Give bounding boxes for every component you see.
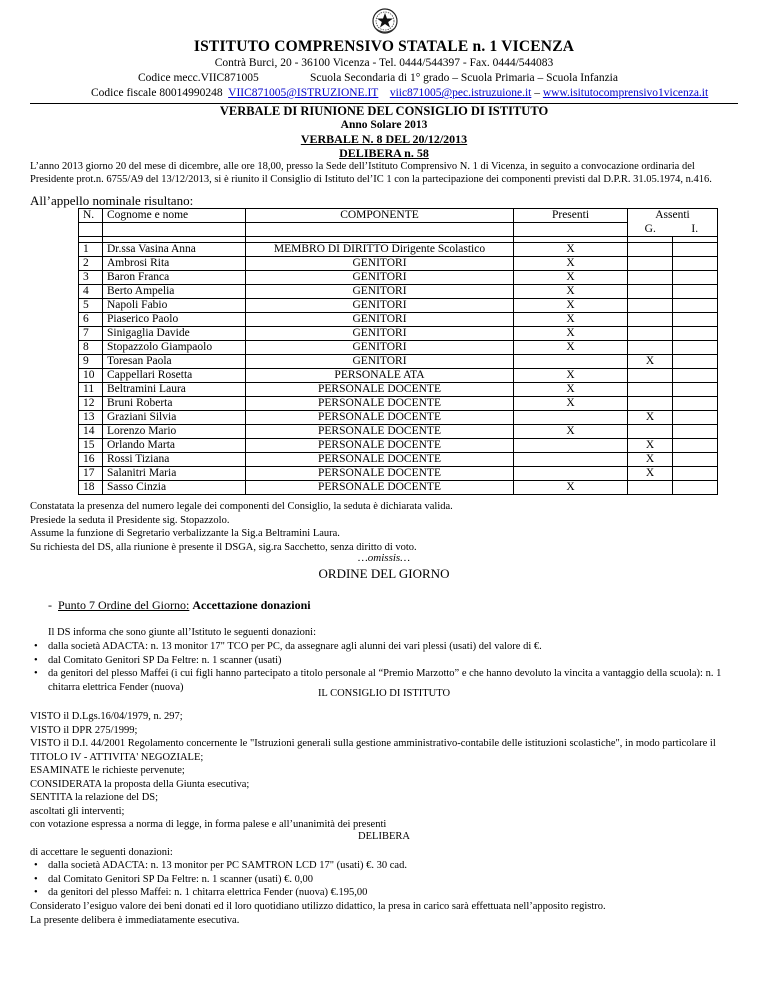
table-row [79, 425, 718, 439]
member-name: Piaserico Paolo [103, 313, 246, 327]
table-row [79, 341, 718, 355]
assente-i-mark [673, 383, 718, 397]
row-number: 14 [79, 425, 103, 439]
row-number: 3 [79, 271, 103, 285]
visto-line: VISTO il DPR 275/1999; [30, 724, 138, 736]
codice-fiscale: Codice fiscale 80014990248 [91, 87, 223, 99]
consiglio-heading: IL CONSIGLIO DI ISTITUTO [317, 688, 451, 699]
row-number: 18 [79, 481, 103, 495]
table-row [79, 257, 718, 271]
table-row [79, 313, 718, 327]
assente-i-mark [673, 411, 718, 425]
row-number: 13 [79, 411, 103, 425]
member-name: Toresan Paola [103, 355, 246, 369]
assente-i-mark [673, 425, 718, 439]
assente-i-mark [673, 341, 718, 355]
row-number: 4 [79, 285, 103, 299]
member-name: Sasso Cinzia [103, 481, 246, 495]
visto-line: VISTO il D.Lgs.16/04/1979, n. 297; [30, 711, 183, 722]
member-name: Napoli Fabio [103, 299, 246, 313]
row-number: 7 [79, 327, 103, 341]
list-item: • dalla società ADACTA: n. 13 monitor per PC SAMTRON LCD 17" (usati) €. 30 cad. [30, 859, 407, 873]
separator: – [534, 87, 540, 99]
note-line: Constatata la presenza del numero legale dei componenti del Consiglio, la seduta è dichiarata valida. [30, 501, 453, 512]
codice-meccanografico: Codice mecc.VIIC871005 [138, 72, 259, 84]
member-componente: PERSONALE DOCENTE [246, 411, 514, 425]
member-name: Baron Franca [103, 271, 246, 285]
assente-i-mark [673, 453, 718, 467]
table-row [79, 369, 718, 383]
assente-g-mark: X [628, 467, 673, 481]
member-name: Ambrosi Rita [103, 257, 246, 271]
assente-g-mark [628, 285, 673, 299]
assente-g-mark [628, 271, 673, 285]
member-name: Lorenzo Mario [103, 425, 246, 439]
col-assenti-header: Assenti [628, 209, 718, 223]
row-number: 11 [79, 383, 103, 397]
assente-g-mark: X [628, 453, 673, 467]
assente-i-mark [673, 327, 718, 341]
accettate-list [30, 859, 407, 900]
delibera-number: DELIBERA n. 58 [339, 146, 429, 160]
punto-heading [48, 598, 311, 613]
assente-g-mark [628, 481, 673, 495]
member-name: Cappellari Rosetta [103, 369, 246, 383]
presente-mark: X [514, 257, 628, 271]
member-name: Beltramini Laura [103, 383, 246, 397]
appello-label: All’appello nominale risultano: [30, 193, 194, 208]
closing-line: Considerato l’esiguo valore dei beni donati ed il loro quotidiano utilizzo didattico, la presa in carico sarà effettuata nell’apposito registro. [30, 901, 606, 912]
visto-line: con votazione espressa a norma di legge, in forma palese e all’unanimità dei presenti [30, 819, 387, 830]
member-componente: GENITORI [246, 285, 514, 299]
table-row [79, 299, 718, 313]
assente-i-mark [673, 355, 718, 369]
assente-i-mark [673, 285, 718, 299]
spacer-cell [79, 223, 103, 237]
assente-i-mark [673, 467, 718, 481]
closing-line: La presente delibera è immediatamente esecutiva. [30, 914, 240, 926]
row-number: 6 [79, 313, 103, 327]
member-name: Sinigaglia Davide [103, 327, 246, 341]
table-row [79, 355, 718, 369]
presente-mark [514, 453, 628, 467]
member-name: Dr.ssa Vasina Anna [103, 243, 246, 257]
school-levels: Scuola Secondaria di 1° grado – Scuola Primaria – Scuola Infanzia [310, 72, 618, 84]
spacer-cell [246, 223, 514, 237]
row-number: 2 [79, 257, 103, 271]
punto-title: Accettazione donazioni [192, 598, 311, 612]
row-number: 5 [79, 299, 103, 313]
assente-g-mark [628, 327, 673, 341]
institute-title: ISTITUTO COMPRENSIVO STATALE n. 1 VICENZA [193, 38, 575, 55]
assente-i-mark [673, 369, 718, 383]
closing-block [30, 900, 606, 927]
intro-paragraph: L’anno 2013 giorno 20 del mese di dicembre, alle ore 18,00, presso la Sede dell’Istituto Comprensivo N. 1 di Vicenza, in seguito a convocazione ordinaria del Presidente prot.n. 6755/A9 del 13/12/2013, si è riunito il Consiglio di Istituto del’IC 1 con la partecipazione dei componenti previsti dal D.P.R. 31.05.1974, n.416. [30, 161, 712, 185]
punto-label: Punto 7 Ordine del Giorno: [58, 598, 190, 612]
row-number: 8 [79, 341, 103, 355]
punto-dash: - [48, 598, 52, 612]
assente-g-mark [628, 341, 673, 355]
member-componente: GENITORI [246, 341, 514, 355]
member-componente: PERSONALE DOCENTE [246, 453, 514, 467]
accettare-line: di accettare le seguenti donazioni: [30, 847, 173, 858]
col-componente-header: COMPONENTE [246, 209, 514, 223]
presente-mark [514, 439, 628, 453]
note-line: Assume la funzione di Segretario verbalizzante la Sig.a Beltramini Laura. [30, 528, 340, 539]
presente-mark [514, 411, 628, 425]
col-name-header: Cognome e nome [103, 209, 246, 223]
list-item: • da genitori del plesso Maffei (i cui figli hanno partecipato a titolo personale al “Premio Marzotto” e che hanno devoluto la vincita a vantaggio della scuola): n. 1 chitarra elettrica Fender (nuova) [30, 667, 738, 694]
assente-g-mark [628, 397, 673, 411]
list-item: • dal Comitato Genitori SP Da Feltre: n. 1 scanner (usati) €. 0,00 [30, 873, 407, 887]
col-n-header: N. [79, 209, 103, 223]
verbale-heading: VERBALE DI RIUNIONE DEL CONSIGLIO DI ISTITUTO [219, 104, 549, 118]
table-row [79, 271, 718, 285]
assente-i-mark [673, 313, 718, 327]
row-number: 16 [79, 453, 103, 467]
presente-mark: X [514, 327, 628, 341]
presente-mark: X [514, 243, 628, 257]
visto-line: VISTO il D.I. 44/2001 Regolamento concernente le "Istruzioni generali sulla gestione amministrativo-contabile delle istituzioni scolastiche", in modo particolare il TITOLO IV - ATTIVITA' NEGOZIALE; [30, 738, 716, 763]
assente-g-mark [628, 425, 673, 439]
row-number: 1 [79, 243, 103, 257]
note-line: Presiede la seduta il Presidente sig. Stopazzolo. [30, 514, 230, 526]
informa-line: Il DS informa che sono giunte all’Istituto le seguenti donazioni: [48, 627, 316, 638]
member-name: Orlando Marta [103, 439, 246, 453]
presente-mark: X [514, 341, 628, 355]
presente-mark: X [514, 425, 628, 439]
member-name: Salanitri Maria [103, 467, 246, 481]
member-componente: GENITORI [246, 355, 514, 369]
assente-g-mark [628, 313, 673, 327]
fiscal-code-line [91, 87, 708, 99]
website-link[interactable]: www.isitutocomprensivo1vicenza.it [542, 87, 709, 99]
visto-line: ascoltati gli interventi; [30, 805, 125, 817]
table-row [79, 285, 718, 299]
visto-line: CONSIDERATA la proposta della Giunta esecutiva; [30, 778, 250, 790]
email-link[interactable]: VIIC871005@ISTRUZIONE.IT [228, 87, 379, 99]
presente-mark: X [514, 369, 628, 383]
col-i-header: I. [673, 223, 718, 237]
member-componente: GENITORI [246, 271, 514, 285]
presente-mark: X [514, 285, 628, 299]
visti-block [30, 710, 738, 832]
assente-g-mark [628, 257, 673, 271]
member-componente: GENITORI [246, 327, 514, 341]
member-componente: PERSONALE DOCENTE [246, 481, 514, 495]
col-presenti-header: Presenti [514, 209, 628, 223]
table-row [79, 467, 718, 481]
presente-mark: X [514, 383, 628, 397]
member-name: Rossi Tiziana [103, 453, 246, 467]
row-number: 15 [79, 439, 103, 453]
assente-i-mark [673, 299, 718, 313]
list-item: • da genitori del plesso Maffei: n. 1 chitarra elettrica Fender (nuova) €.195,00 [30, 886, 407, 900]
presente-mark: X [514, 299, 628, 313]
verbale-number: VERBALE N. 8 DEL 20/12/2013 [300, 132, 468, 146]
table-header-row [79, 209, 718, 223]
attendance-table [78, 208, 718, 495]
spacer-cell [103, 223, 246, 237]
presente-mark: X [514, 397, 628, 411]
presente-mark: X [514, 481, 628, 495]
member-componente: MEMBRO DI DIRITTO Dirigente Scolastico [246, 243, 514, 257]
assente-i-mark [673, 439, 718, 453]
presente-mark [514, 355, 628, 369]
member-componente: PERSONALE DOCENTE [246, 383, 514, 397]
assente-i-mark [673, 243, 718, 257]
assente-g-mark: X [628, 439, 673, 453]
member-componente: PERSONALE ATA [246, 369, 514, 383]
assente-g-mark [628, 369, 673, 383]
spacer-cell [514, 223, 628, 237]
table-subheader-row [79, 223, 718, 237]
omissis: …omissis… [358, 552, 410, 564]
republic-emblem-icon [371, 6, 399, 36]
row-number: 9 [79, 355, 103, 369]
ordine-del-giorno: ORDINE DEL GIORNO [318, 566, 450, 581]
row-number: 10 [79, 369, 103, 383]
assente-i-mark [673, 481, 718, 495]
note-line: Su richiesta del DS, alla riunione è presente il DSGA, sig.ra Sacchetto, senza diritto di voto. [30, 541, 417, 553]
table-row [79, 481, 718, 495]
presente-mark: X [514, 271, 628, 285]
presente-mark [514, 467, 628, 481]
table-row [79, 439, 718, 453]
list-item: • dalla società ADACTA: n. 13 monitor 17" TCO per PC, da assegnare agli alunni dei vari plessi (usati) del valore di €. [30, 640, 738, 654]
assente-g-mark: X [628, 411, 673, 425]
member-componente: PERSONALE DOCENTE [246, 467, 514, 481]
member-componente: PERSONALE DOCENTE [246, 439, 514, 453]
row-number: 17 [79, 467, 103, 481]
member-name: Graziani Silvia [103, 411, 246, 425]
table-row [79, 327, 718, 341]
visto-line: SENTITA la relazione del DS; [30, 792, 159, 803]
assente-i-mark [673, 271, 718, 285]
member-name: Stopazzolo Giampaolo [103, 341, 246, 355]
member-componente: GENITORI [246, 299, 514, 313]
assente-g-mark [628, 243, 673, 257]
after-table-notes [30, 500, 453, 554]
donazioni-list [30, 640, 738, 694]
visto-line: ESAMINATE le richieste pervenute; [30, 765, 185, 776]
member-componente: GENITORI [246, 313, 514, 327]
member-componente: GENITORI [246, 257, 514, 271]
table-row [79, 383, 718, 397]
table-row [79, 397, 718, 411]
pec-link[interactable]: viic871005@pec.istruzuione.it [389, 87, 532, 99]
assente-i-mark [673, 397, 718, 411]
table-row [79, 243, 718, 257]
anno-solare: Anno Solare 2013 [340, 119, 428, 131]
assente-g-mark [628, 299, 673, 313]
assente-i-mark [673, 257, 718, 271]
presente-mark: X [514, 313, 628, 327]
member-name: Bruni Roberta [103, 397, 246, 411]
list-item: • dal Comitato Genitori SP Da Feltre: n. 1 scanner (usati) [30, 654, 738, 668]
table-row [79, 453, 718, 467]
member-componente: PERSONALE DOCENTE [246, 397, 514, 411]
row-number: 12 [79, 397, 103, 411]
assente-g-mark [628, 383, 673, 397]
table-row [79, 411, 718, 425]
delibera-heading: DELIBERA [358, 831, 410, 842]
col-g-header: G. [628, 223, 673, 237]
assente-g-mark: X [628, 355, 673, 369]
member-name: Berto Ampelia [103, 285, 246, 299]
member-componente: PERSONALE DOCENTE [246, 425, 514, 439]
institute-address: Contrà Burci, 20 - 36100 Vicenza - Tel. 0444/544397 - Fax. 0444/544083 [214, 57, 554, 69]
